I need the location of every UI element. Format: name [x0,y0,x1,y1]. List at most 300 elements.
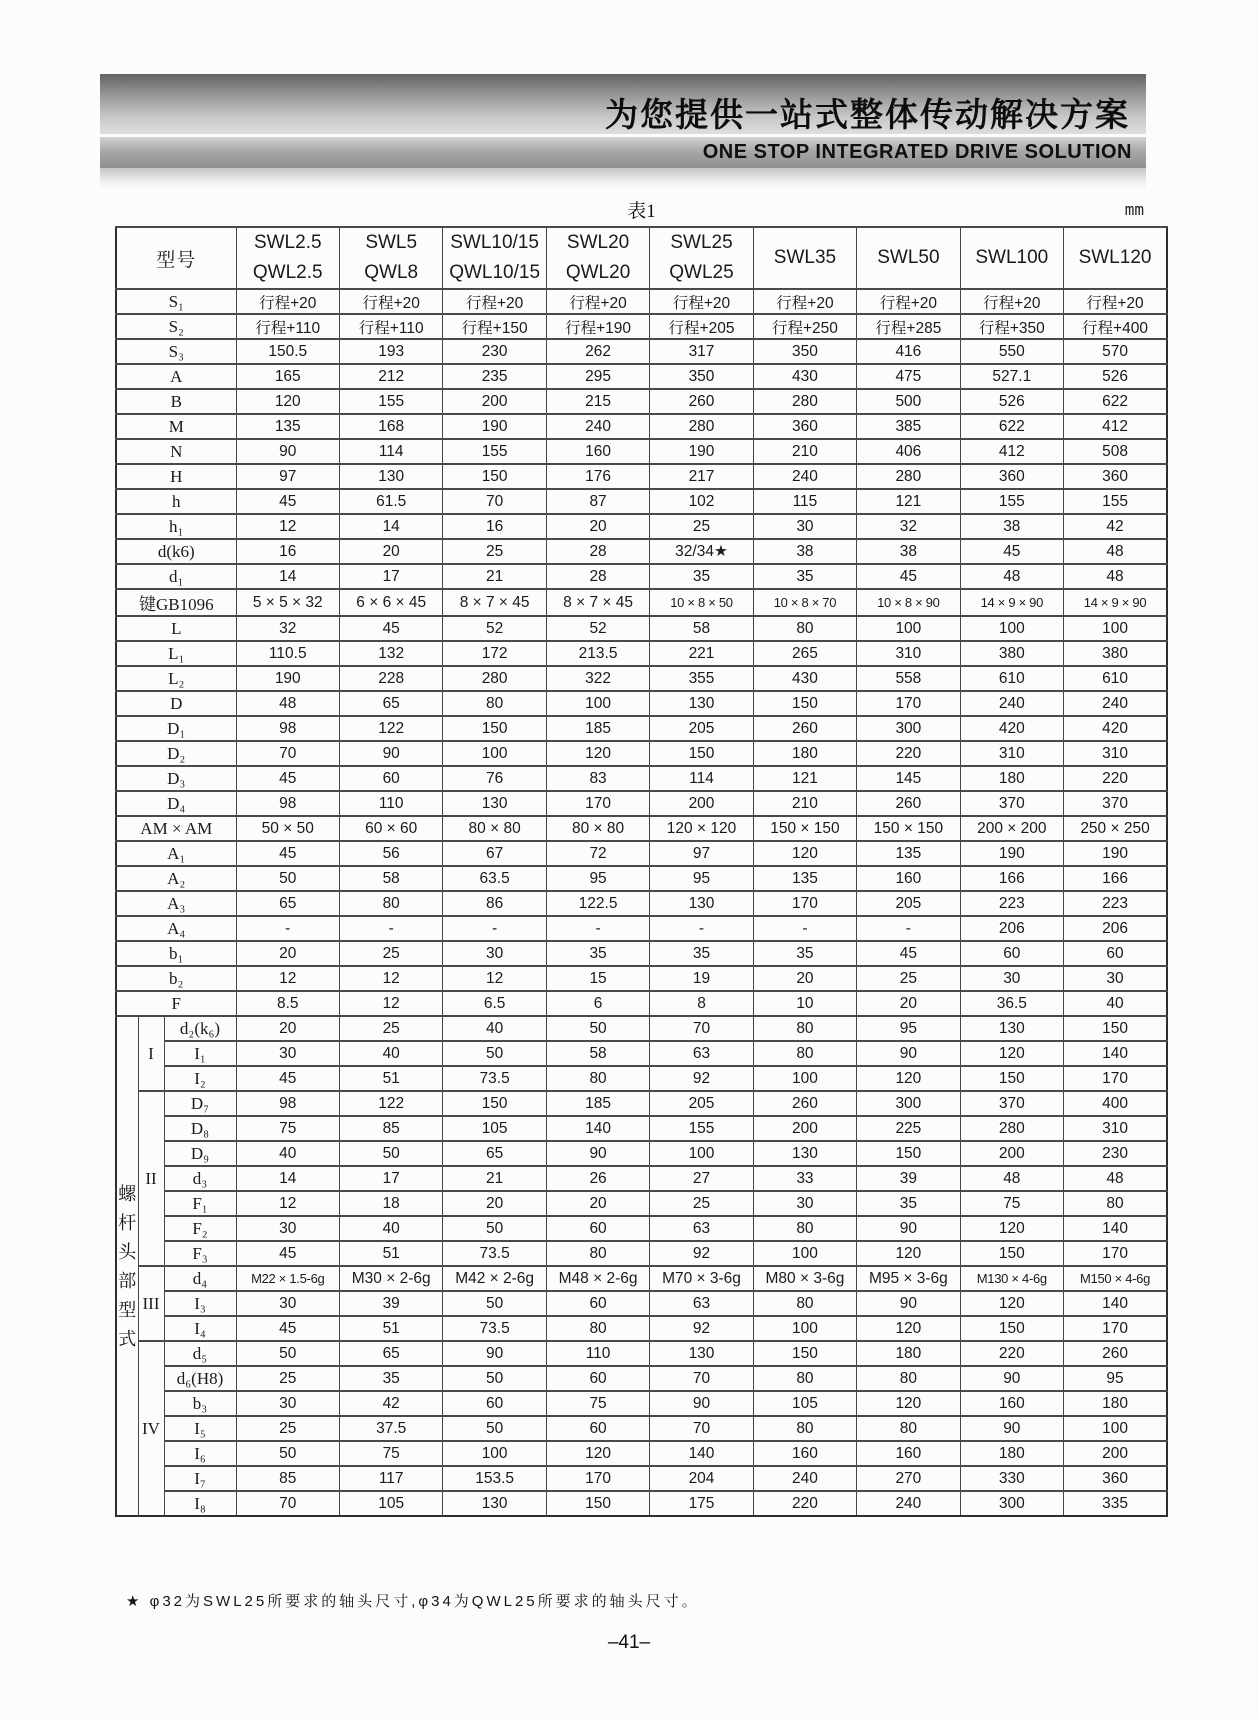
table-cell: 90 [857,1041,960,1066]
table-cell: 75 [960,1191,1063,1216]
table-cell: 25 [443,539,546,564]
vertical-text-char: 杆 [118,1212,137,1233]
table-cell: 223 [960,891,1063,916]
table-cell: 6 [546,991,649,1016]
row-label: D₇ [164,1091,236,1116]
table-cell: 262 [546,339,649,364]
table-cell: 220 [753,1491,856,1516]
table-cell: 213.5 [546,641,649,666]
table-cell: 130 [753,1141,856,1166]
table-cell: 90 [960,1416,1063,1441]
table-cell: 80 [443,691,546,716]
table-row [116,1266,1167,1291]
table-cell: 102 [650,489,753,514]
table-cell: 105 [753,1391,856,1416]
table-cell: 150 [753,691,856,716]
table-cell: 200 [753,1116,856,1141]
table-cell: 17 [339,1166,442,1191]
table-cell: 30 [753,1191,856,1216]
table-cell: 412 [960,439,1063,464]
table-cell: 92 [650,1316,753,1341]
table-row [116,389,1167,414]
table-cell: 270 [857,1466,960,1491]
table-cell: 240 [753,464,856,489]
table-cell: - [753,916,856,941]
table-cell: 206 [1064,916,1167,941]
table-cell: 355 [650,666,753,691]
table-cell: 527.1 [960,364,1063,389]
table-cell: 120 [960,1291,1063,1316]
row-label: I₂ [164,1066,236,1091]
table-cell: 260 [753,716,856,741]
model-name-line2: QWL8 [364,262,419,283]
table-cell: 140 [650,1441,753,1466]
table-cell: 230 [1064,1141,1167,1166]
table-cell: 10 × 8 × 90 [857,589,960,616]
table-cell: 10 [753,991,856,1016]
table-cell: 100 [960,616,1063,641]
table-row [116,414,1167,439]
table-cell: 40 [339,1041,442,1066]
table-row [116,289,1167,314]
table-cell: 8 [650,991,753,1016]
table-cell: 120 [857,1066,960,1091]
table-cell: 35 [650,564,753,589]
table-cell: M130 × 4-6g [960,1266,1063,1291]
table-cell: 90 [960,1366,1063,1391]
table-cell: 50 [443,1291,546,1316]
table-cell: 38 [960,514,1063,539]
table-cell: 14 [339,514,442,539]
table-row [116,1191,1167,1216]
table-cell: 30 [236,1391,339,1416]
table-cell: 412 [1064,414,1167,439]
table-cell: 508 [1064,439,1167,464]
table-cell: 52 [546,616,649,641]
row-label: I₆ [164,1441,236,1466]
row-label: AM × AM [116,816,236,841]
table-row [116,1216,1167,1241]
table-cell: 19 [650,966,753,991]
table-row [116,741,1167,766]
table-cell: 310 [960,741,1063,766]
banner-title-cn: 为您提供一站式整体传动解决方案 [605,98,1130,134]
table-cell: 215 [546,389,649,414]
table-cell: 85 [236,1466,339,1491]
table-cell: 150.5 [236,339,339,364]
model-name-line1: SWL5 [365,232,418,253]
model-name-line2: QWL25 [669,262,734,283]
table-cell: 26 [546,1166,649,1191]
table-cell: 28 [546,539,649,564]
table-cell: 150 [960,1066,1063,1091]
row-label: h [116,489,236,514]
table-cell: 45 [236,1316,339,1341]
table-cell: 120 [546,741,649,766]
table-cell: 240 [1064,691,1167,716]
table-cell: 98 [236,1091,339,1116]
table-cell: 98 [236,791,339,816]
table-cell: 16 [236,539,339,564]
table-cell: 80 [753,1016,856,1041]
table-cell: 40 [236,1141,339,1166]
table-cell: 75 [546,1391,649,1416]
vertical-text-char: 螺 [118,1183,137,1204]
table-cell: 220 [1064,766,1167,791]
table-row [116,439,1167,464]
table-cell: 406 [857,439,960,464]
table-cell: 114 [339,439,442,464]
table-cell: 121 [857,489,960,514]
table-cell: 190 [650,439,753,464]
table-cell: 160 [960,1391,1063,1416]
row-label: L₂ [116,666,236,691]
table-row [116,666,1167,691]
table-cell: 95 [650,866,753,891]
dimension-table [115,226,1168,1517]
table-cell: 250 × 250 [1064,816,1167,841]
table-cell: 42 [339,1391,442,1416]
table-cell: 25 [650,514,753,539]
table-cell: 20 [339,539,442,564]
table-cell: 100 [753,1066,856,1091]
row-label: L [116,616,236,641]
table-row [116,1366,1167,1391]
column-header [960,227,1063,289]
table-cell: 行程+350 [960,314,1063,339]
table-cell: 110 [546,1341,649,1366]
table-cell: 115 [753,489,856,514]
table-cell: 6 × 6 × 45 [339,589,442,616]
table-cell: 行程+20 [857,289,960,314]
table-cell: 40 [339,1216,442,1241]
table-cell: 行程+400 [1064,314,1167,339]
table-cell: 120 [546,1441,649,1466]
table-cell: 38 [753,539,856,564]
table-cell: 30 [443,941,546,966]
table-cell: 135 [753,866,856,891]
table-row [116,1016,1167,1041]
table-cell: 14 × 9 × 90 [960,589,1063,616]
table-row [116,489,1167,514]
table-row [116,364,1167,389]
row-label: b₃ [164,1391,236,1416]
table-cell: 295 [546,364,649,389]
model-name-line1: SWL20 [566,232,630,253]
table-cell: 21 [443,564,546,589]
table-cell: 380 [1064,641,1167,666]
model-name-line1: SWL100 [975,247,1049,268]
table-cell: 80 [753,616,856,641]
model-name-line1: SWL25 [670,232,733,253]
table-cell: 210 [753,791,856,816]
table-cell: 12 [339,991,442,1016]
row-label: S₁ [116,289,236,314]
table-cell: 48 [1064,539,1167,564]
table-cell: 217 [650,464,753,489]
table-cell: 35 [546,941,649,966]
table-cell: 221 [650,641,753,666]
column-header [339,227,442,289]
table-row [116,1241,1167,1266]
table-cell: 45 [236,489,339,514]
table-cell: 63 [650,1041,753,1066]
table-cell: 150 [857,1141,960,1166]
table-cell: 10 × 8 × 50 [650,589,753,616]
row-label: D₁ [116,716,236,741]
table-cell: 526 [1064,364,1167,389]
table-row [116,991,1167,1016]
column-header [546,227,649,289]
model-name-line1: SWL35 [773,247,837,268]
table-cell: 39 [339,1291,442,1316]
table-cell: 235 [443,364,546,389]
table-cell: 95 [546,866,649,891]
table-cell: 120 [236,389,339,414]
row-label: F₁ [164,1191,236,1216]
table-cell: 260 [753,1091,856,1116]
column-header [443,227,546,289]
table-cell: 100 [753,1241,856,1266]
column-header [236,227,339,289]
table-row [116,1341,1167,1366]
table-cell: 121 [753,766,856,791]
table-cell: 12 [443,966,546,991]
row-label: d₂(k₆) [164,1016,236,1041]
table-cell: 120 [857,1316,960,1341]
table-cell: 130 [650,891,753,916]
table-cell: 265 [753,641,856,666]
table-cell: 48 [1064,1166,1167,1191]
table-cell: 370 [960,791,1063,816]
table-cell: 100 [753,1316,856,1341]
table-cell: 90 [857,1291,960,1316]
table-cell: 260 [1064,1341,1167,1366]
table-cell: 430 [753,364,856,389]
column-header [753,227,856,289]
table-cell: 170 [546,791,649,816]
table-cell: 行程+190 [546,314,649,339]
table-cell: 85 [339,1116,442,1141]
row-label: I₇ [164,1466,236,1491]
table-cell: M48 × 2-6g [546,1266,649,1291]
table-cell: 140 [1064,1041,1167,1066]
table-cell: 280 [753,389,856,414]
table-cell: 200 [960,1141,1063,1166]
table-cell: 155 [1064,489,1167,514]
table-cell: 205 [650,1091,753,1116]
table-cell: 155 [650,1116,753,1141]
row-label: d₅ [164,1341,236,1366]
table-cell: 180 [753,741,856,766]
table-cell: 140 [1064,1291,1167,1316]
table-cell: 50 [443,1216,546,1241]
model-name-line1: SWL10/15 [450,232,539,253]
table-cell: 180 [960,766,1063,791]
row-label: b₁ [116,941,236,966]
row-label: A₄ [116,916,236,941]
row-label: I₄ [164,1316,236,1341]
table-cell: 90 [857,1216,960,1241]
table-cell: 25 [339,941,442,966]
table-cell: M95 × 3-6g [857,1266,960,1291]
table-cell: 65 [236,891,339,916]
table-cell: 150 [960,1241,1063,1266]
table-cell: 155 [339,389,442,414]
table-cell: 160 [857,866,960,891]
table-row [116,1066,1167,1091]
table-cell: 30 [960,966,1063,991]
table-cell: 140 [1064,1216,1167,1241]
table-cell: 50 [339,1141,442,1166]
table-cell: 35 [857,1191,960,1216]
table-cell: 67 [443,841,546,866]
table-cell: 165 [236,364,339,389]
table-cell: 80 × 80 [443,816,546,841]
row-label: A₂ [116,866,236,891]
group-numeral: II [138,1091,164,1266]
table-cell: 58 [650,616,753,641]
column-header [857,227,960,289]
table-cell: 80 [546,1241,649,1266]
table-cell: 12 [339,966,442,991]
table-cell: 12 [236,1191,339,1216]
table-cell: 300 [857,716,960,741]
row-label: d₃ [164,1166,236,1191]
row-label: D₈ [164,1116,236,1141]
table-cell: 30 [1064,966,1167,991]
table-row [116,1416,1167,1441]
table-row [116,339,1167,364]
group-numeral: III [138,1266,164,1341]
table-cell: 150 [1064,1016,1167,1041]
row-label: I₅ [164,1416,236,1441]
table-cell: 240 [960,691,1063,716]
table-cell: 48 [1064,564,1167,589]
table-cell: 260 [857,791,960,816]
table-cell: 63 [650,1216,753,1241]
table-cell: 100 [443,1441,546,1466]
table-cell: 622 [960,414,1063,439]
table-cell: 100 [650,1141,753,1166]
table-cell: 105 [443,1116,546,1141]
row-label: S₂ [116,314,236,339]
table-cell: 42 [1064,514,1167,539]
table-cell: M150 × 4-6g [1064,1266,1167,1291]
table-cell: 70 [650,1366,753,1391]
row-label: F [116,991,236,1016]
table-cell: 45 [857,564,960,589]
model-name-line1: SWL50 [877,247,940,268]
table-cell: 45 [236,766,339,791]
table-cell: 212 [339,364,442,389]
group-numeral: IV [138,1341,164,1516]
table-cell: 35 [753,564,856,589]
row-label: B [116,389,236,414]
table-row [116,464,1167,489]
table-cell: 38 [857,539,960,564]
table-cell: 60 [546,1216,649,1241]
table-cell: 180 [960,1441,1063,1466]
row-label: d₆(H8) [164,1366,236,1391]
table-row [116,514,1167,539]
table-cell: 170 [753,891,856,916]
table-cell: 32 [857,514,960,539]
screw-head-side-label [116,1016,138,1516]
table-cell: 350 [753,339,856,364]
table-cell: 50 [236,1441,339,1466]
table-cell: 14 [236,1166,339,1191]
table-cell: 280 [960,1116,1063,1141]
header-banner [100,74,1146,190]
table-cell: 180 [857,1341,960,1366]
table-cell: 550 [960,339,1063,364]
table-cell: 150 [753,1341,856,1366]
table-cell: 114 [650,766,753,791]
table-cell: 135 [857,841,960,866]
vertical-text-char: 部 [118,1270,137,1291]
table-cell: 230 [443,339,546,364]
table-cell: 25 [236,1366,339,1391]
table-row [116,1141,1167,1166]
table-row [116,691,1167,716]
table-cell: 280 [857,464,960,489]
table-cell: 48 [236,691,339,716]
table-cell: 420 [1064,716,1167,741]
table-row [116,616,1167,641]
table-cell: 97 [650,841,753,866]
table-cell: 206 [960,916,1063,941]
table-cell: 12 [236,966,339,991]
table-row [116,1041,1167,1066]
table-cell: 610 [960,666,1063,691]
table-cell: 50 [546,1016,649,1041]
table-cell: 170 [1064,1316,1167,1341]
table-row [116,539,1167,564]
row-label: D [116,691,236,716]
table-cell: 83 [546,766,649,791]
table-row [116,791,1167,816]
table-cell: 280 [443,666,546,691]
table-cell: 385 [857,414,960,439]
table-row [116,1316,1167,1341]
table-cell: 200 × 200 [960,816,1063,841]
row-label: A₁ [116,841,236,866]
table-cell: 75 [236,1116,339,1141]
row-label: L₁ [116,641,236,666]
table-cell: 120 [960,1216,1063,1241]
row-label: I₃ [164,1291,236,1316]
table-cell: 73.5 [443,1066,546,1091]
caption-row [115,196,1168,222]
table-cell: 180 [1064,1391,1167,1416]
table-cell: 80 [546,1316,649,1341]
table-cell: 155 [960,489,1063,514]
table-cell: 380 [960,641,1063,666]
table-cell: 30 [236,1216,339,1241]
table-cell: M22 × 1.5-6g [236,1266,339,1291]
model-name-line2: QWL10/15 [449,262,541,283]
table-cell: 30 [236,1291,339,1316]
table-cell: 行程+20 [650,289,753,314]
table-cell: 70 [650,1016,753,1041]
table-cell: 150 [960,1316,1063,1341]
table-cell: 17 [339,564,442,589]
table-cell: 95 [857,1016,960,1041]
row-label: h₁ [116,514,236,539]
table-cell: 60 [339,766,442,791]
table-cell: 33 [753,1166,856,1191]
